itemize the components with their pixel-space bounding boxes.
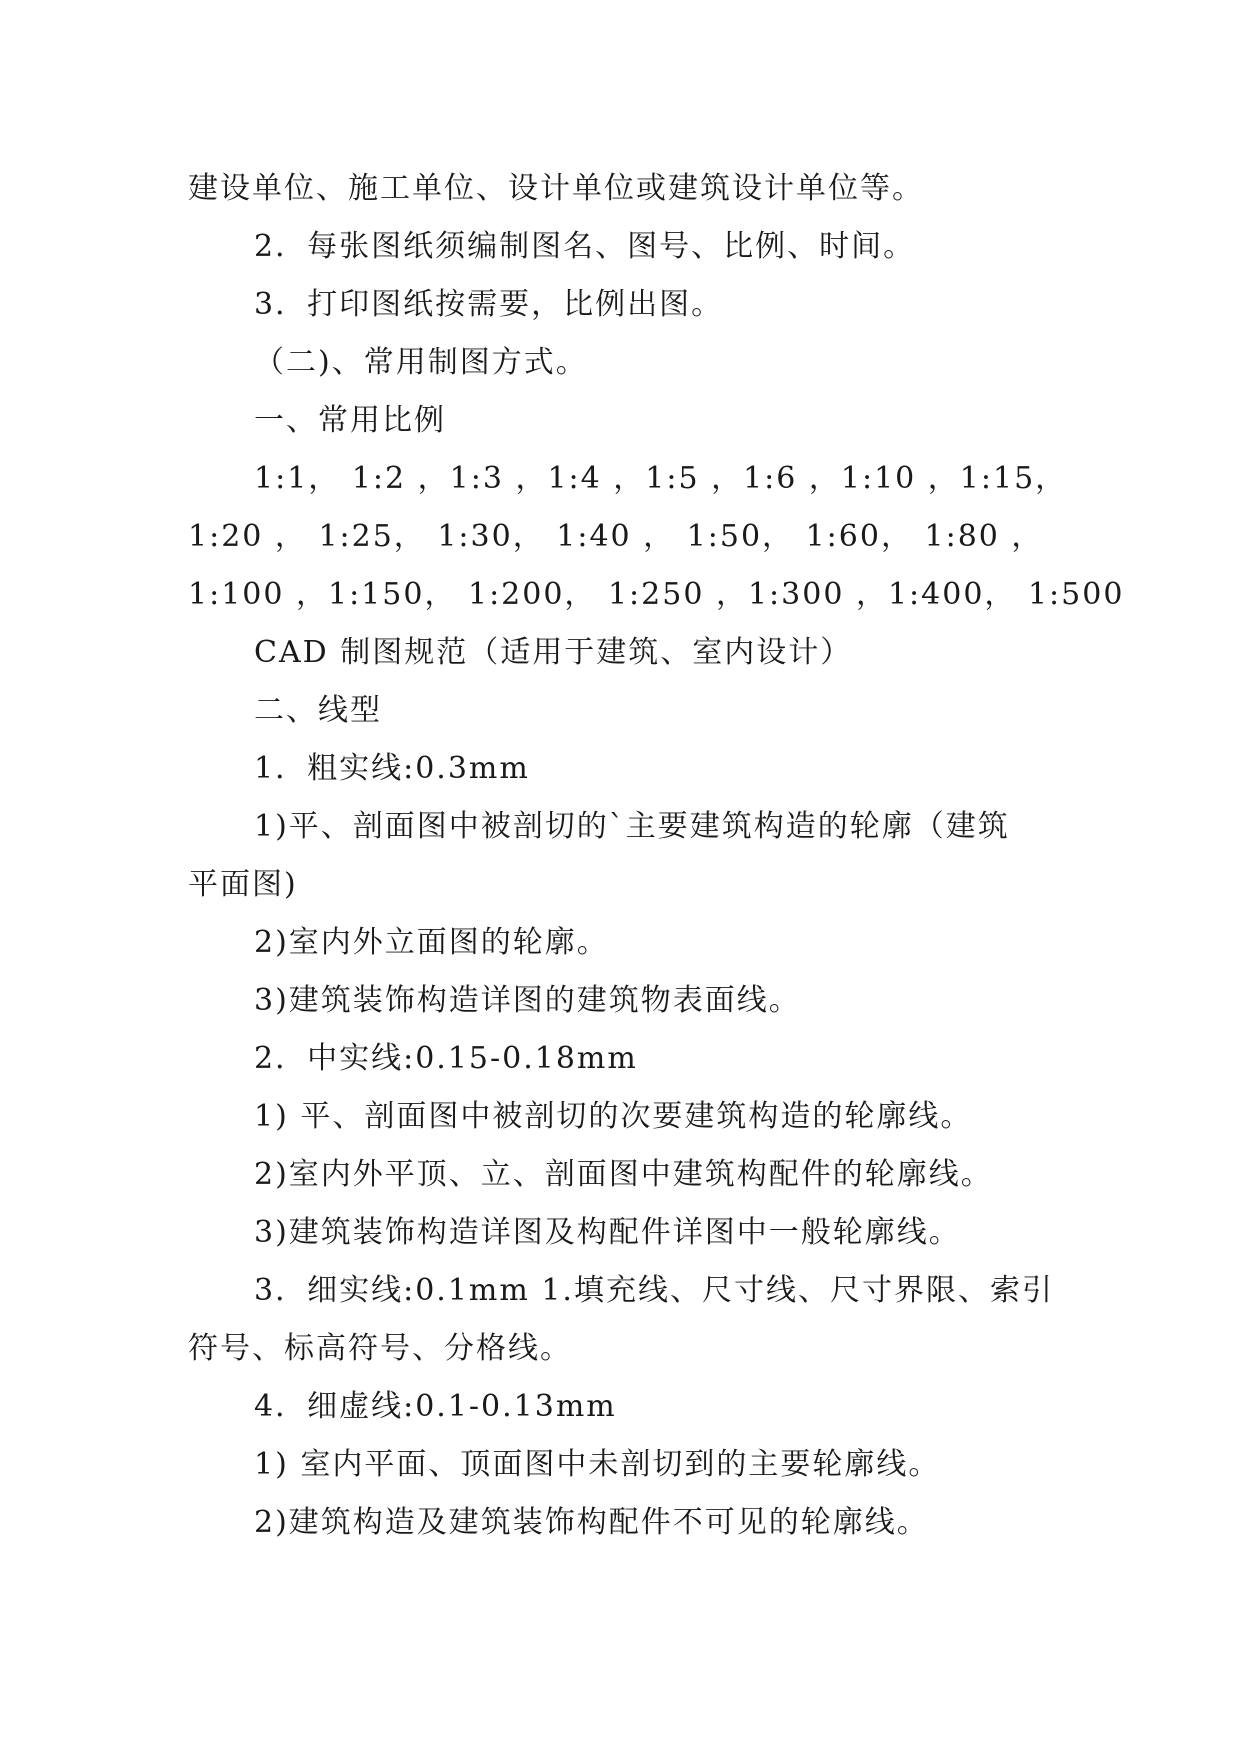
paragraph-line: 3)建筑装饰构造详图的建筑物表面线。 — [254, 983, 801, 1018]
paragraph-line: 4．细虚线:0.1-0.13mm — [254, 1389, 617, 1424]
paragraph-line: 建设单位、施工单位、设计单位或建筑设计单位等。 — [188, 171, 924, 206]
paragraph-line: 3．打印图纸按需要，比例出图。 — [254, 287, 724, 322]
paragraph-line: 1) 室内平面、顶面图中未剖切到的主要轮廓线。 — [254, 1447, 941, 1482]
paragraph-line: 1:20 ， 1:25， 1:30， 1:40 ， 1:50， 1:60， 1:80 ， — [188, 519, 1044, 554]
paragraph-line: 平面图) — [188, 867, 298, 902]
section-heading: 一、常用比例 — [254, 403, 446, 438]
paragraph-line: 1)平、剖面图中被剖切的`主要建筑构造的轮廓（建筑 — [254, 809, 1010, 844]
paragraph-line: 符号、标高符号、分格线。 — [188, 1331, 572, 1366]
paragraph-line: 1) 平、剖面图中被剖切的次要建筑构造的轮廓线。 — [254, 1099, 973, 1134]
paragraph-line: 2)室内外立面图的轮廓。 — [254, 925, 609, 960]
section-heading: 二、线型 — [254, 693, 382, 728]
paragraph-line: 1．粗实线:0.3mm — [254, 751, 530, 786]
paragraph-line: 2)建筑构造及建筑装饰构配件不可见的轮廓线。 — [254, 1505, 929, 1540]
paragraph-line: 1:100 ，1:150， 1:200， 1:250 ，1:300 ，1:400， 1:500 — [188, 577, 1125, 612]
section-heading: （二)、常用制图方式。 — [254, 345, 588, 380]
paragraph-line: 3．细实线:0.1mm 1.填充线、尺寸线、尺寸界限、索引 — [254, 1273, 1054, 1308]
paragraph-line: 2)室内外平顶、立、剖面图中建筑构配件的轮廓线。 — [254, 1157, 993, 1192]
paragraph-line: 1:1， 1:2 ，1:3 ，1:4 ，1:5 ，1:6 ，1:10 ，1:15， — [254, 461, 1068, 496]
paragraph-line: 3)建筑装饰构造详图及构配件详图中一般轮廓线。 — [254, 1215, 961, 1250]
section-heading: CAD 制图规范（适用于建筑、室内设计） — [254, 635, 853, 670]
paragraph-line: 2．每张图纸须编制图名、图号、比例、时间。 — [254, 229, 916, 264]
paragraph-line: 2．中实线:0.15-0.18mm — [254, 1041, 638, 1076]
body-text — [188, 160, 1125, 1552]
